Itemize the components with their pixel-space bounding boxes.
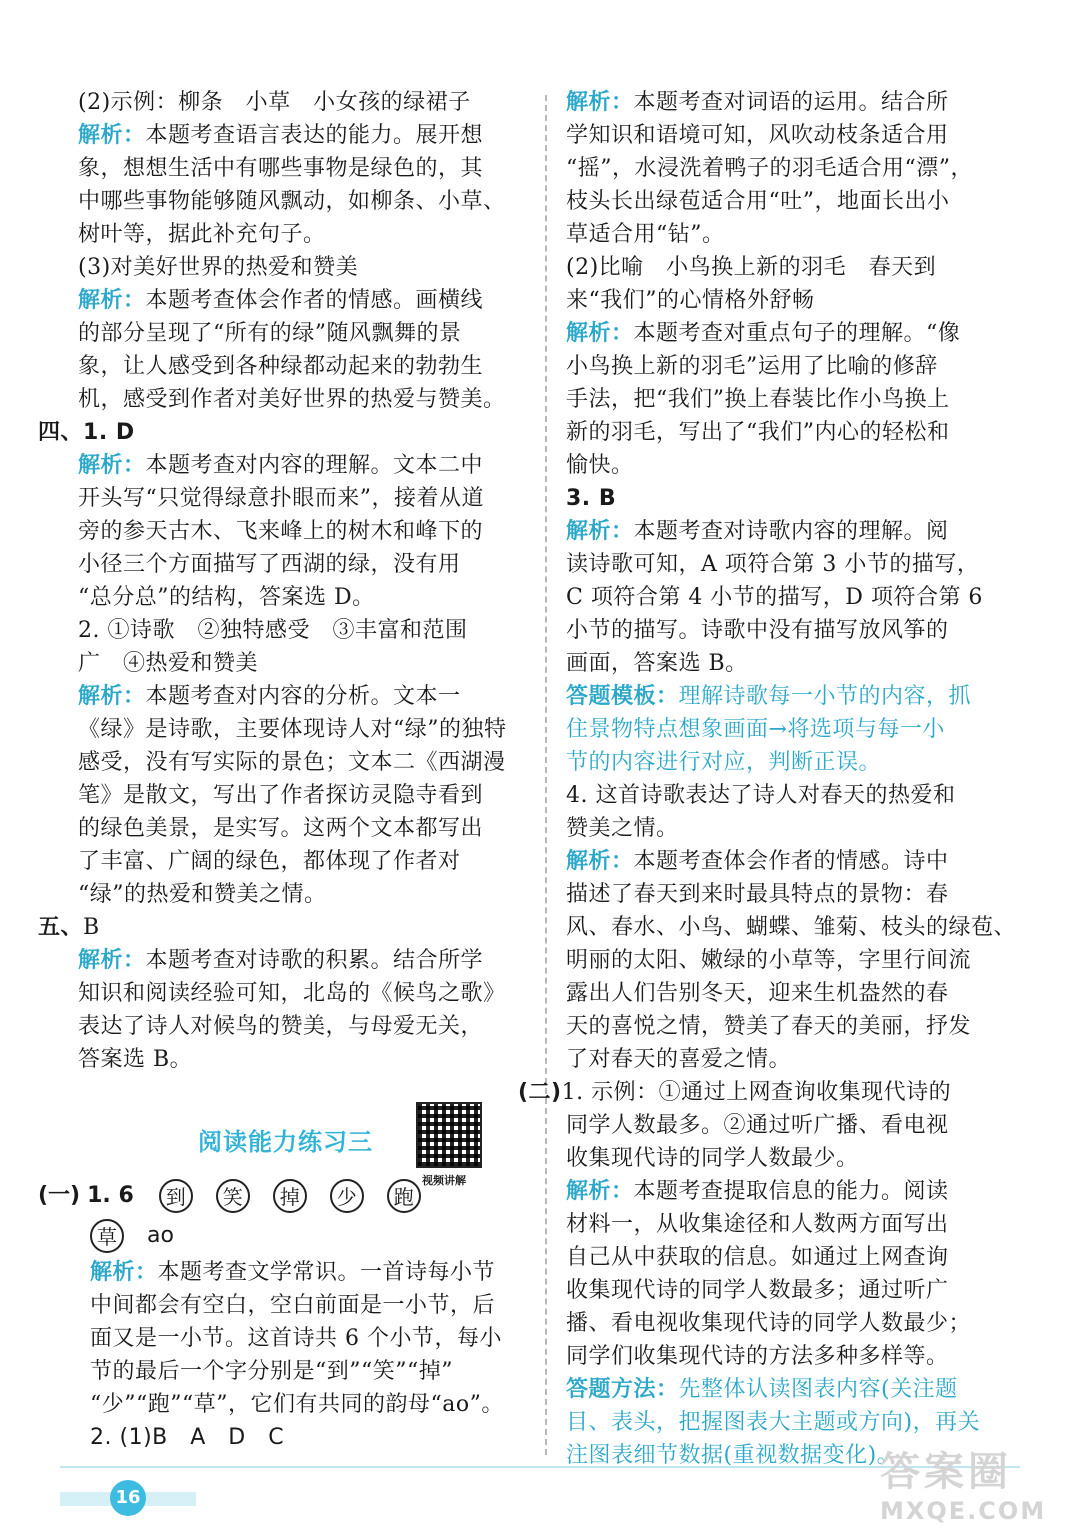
text-line: 新的羽毛，写出了“我们”内心的轻松和: [566, 420, 950, 445]
text-line: 枝头长出绿苞适合用“吐”，地面长出小: [566, 189, 950, 214]
text-line: 天的喜悦之情，赞美了春天的美丽，抒发: [566, 1014, 972, 1039]
analysis-line: 解析：本题考查对诗歌内容的理解。阅: [566, 519, 949, 544]
analysis-label: 解析：: [78, 288, 146, 313]
text-line: 的部分呈现了“所有的绿”随风飘舞的景: [78, 321, 462, 346]
text-line: 画面，答案选 B。: [566, 651, 748, 676]
text-line: 旁的参天古木、飞来峰上的树木和峰下的: [78, 519, 484, 544]
answer-line: 收集现代诗的同学人数最少。: [566, 1146, 859, 1171]
analysis-label: 解析：: [566, 849, 634, 874]
qr-caption: 视频讲解: [422, 1174, 466, 1187]
text-line: 开头写“只觉得绿意扑眼而来”，接着从道: [78, 486, 484, 511]
watermark: [880, 1440, 1060, 1530]
analysis-label: 解析：: [566, 1179, 634, 1204]
analysis-label: 解析：: [78, 684, 146, 709]
text-line: “绿”的热爱和赞美之情。: [78, 882, 327, 907]
answer-line: (2)示例：柳条 小草 小女孩的绿裙子: [78, 90, 471, 115]
text-line: 风、春水、小鸟、蝴蝶、雏菊、枝头的绿苞、: [566, 915, 1017, 940]
text-line: 象，让人感受到各种绿都动起来的勃勃生: [78, 354, 484, 379]
answer-line: (2)比喻 小鸟换上新的羽毛 春天到: [566, 255, 937, 280]
text-line: 草适合用“钻”。: [566, 222, 725, 247]
text-line: 手法，把“我们”换上春装比作小鸟换上: [566, 387, 950, 412]
section-label: 五、: [38, 915, 84, 940]
left-column: [38, 86, 530, 1450]
text-line: 面又是一小节。这首诗共 6 个小节，每小: [90, 1326, 502, 1351]
template-line: 住景物特点想象画面→将选项与每一小: [566, 717, 945, 742]
analysis-label: 解析：: [78, 948, 146, 973]
text-line: 小节的描写。诗歌中没有描写放风筝的: [566, 618, 949, 643]
analysis-line: 解析：本题考查语言表达的能力。展开想: [78, 123, 484, 148]
section-5-heading: 五、B: [38, 915, 100, 940]
answer-line: 2. (1)B A D C: [90, 1425, 285, 1450]
exercise-title: 阅读能力练习三: [198, 1128, 373, 1156]
text-line: 象，想想生活中有哪些事物是绿色的，其: [78, 156, 484, 181]
answer-line: 2. ①诗歌 ②独特感受 ③丰富和范围: [78, 618, 468, 643]
part-1-analysis: [38, 1256, 538, 1454]
page-number: 16: [110, 1480, 146, 1516]
circled-char: 跑: [387, 1179, 421, 1213]
analysis-label: 解析：: [78, 453, 146, 478]
answer-line: 赞美之情。: [566, 816, 679, 841]
analysis-line: 解析：本题考查体会作者的情感。画横线: [78, 288, 484, 313]
column-divider: [545, 95, 547, 1455]
part-1-q1: (一) 1. 6 到 笑 掉 少 跑: [38, 1176, 538, 1216]
template-label: 答题模板：: [566, 684, 679, 709]
text-line: 播、看电视收集现代诗的同学人数最少；: [566, 1311, 972, 1336]
circled-char: 少: [330, 1179, 364, 1213]
text-line: 同学们收集现代诗的方法多种多样等。: [566, 1344, 949, 1369]
template-line: 答题模板：理解诗歌每一小节的内容，抓: [566, 684, 972, 709]
analysis-label: 解析：: [566, 519, 634, 544]
text-line: 材料一，从收集途径和人数两方面写出: [566, 1212, 949, 1237]
template-line: 节的内容进行对应，判断正误。: [566, 750, 882, 775]
part-2-heading: (二)1. 示例：①通过上网查询收集现代诗的: [518, 1080, 952, 1105]
text-line: 树叶等，据此补充句子。: [78, 222, 326, 247]
text-line: 读诗歌可知，A 项符合第 3 小节的描写，: [566, 552, 980, 577]
text-line: 收集现代诗的同学人数最多；通过听广: [566, 1278, 949, 1303]
text-line: 中间都会有空白，空白前面是一小节，后: [90, 1293, 496, 1318]
right-column: [518, 86, 1018, 1472]
text-line: 学知识和语境可知，风吹动枝条适合用: [566, 123, 949, 148]
text-line: 了对春天的喜爱之情。: [566, 1047, 792, 1072]
method-line: 目、表头，把握图表大主题或方向)，再关: [566, 1410, 981, 1435]
method-line: 答题方法：先整体认读图表内容(关注题: [566, 1377, 958, 1402]
watermark-line2: MXQE.COM: [880, 1497, 1047, 1525]
page-number-badge: [60, 1478, 196, 1518]
text-line: 中哪些事物能够随风飘动，如柳条、小草、: [78, 189, 506, 214]
text-line: “总分总”的结构，答案选 D。: [78, 585, 375, 610]
text-line: 了丰富、广阔的绿色，都体现了作者对: [78, 849, 461, 874]
part-label: (一): [38, 1183, 81, 1208]
text-line: 的绿色美景，是实写。这两个文本都写出: [78, 816, 484, 841]
analysis-line: 解析：本题考查文学常识。一首诗每小节: [90, 1260, 496, 1285]
analysis-line: 解析：本题考查提取信息的能力。阅读: [566, 1179, 949, 1204]
part-1-q1-cont: [38, 1216, 538, 1256]
answer-line: 同学人数最多。②通过听广播、看电视: [566, 1113, 949, 1138]
text-line: 愉快。: [566, 453, 634, 478]
circled-char: 笑: [216, 1179, 250, 1213]
section-4-heading: 四、1. D: [38, 420, 135, 445]
text-line: 露出人们告别冬天，迎来生机盎然的春: [566, 981, 949, 1006]
part-label: (二): [518, 1080, 562, 1105]
text-line: 小径三个方面描写了西湖的绿，没有用: [78, 552, 461, 577]
section-label: 四、: [38, 420, 84, 445]
watermark-line1: 答案圈: [880, 1449, 1012, 1495]
answer-line: 来“我们”的心情格外舒畅: [566, 288, 815, 313]
footer-rule: [60, 1466, 1020, 1468]
text-line: 表达了诗人对候鸟的赞美，与母爱无关，: [78, 1014, 484, 1039]
answer-line: 广 ④热爱和赞美: [78, 651, 259, 676]
answer-line: 4. 这首诗歌表达了诗人对春天的热爱和: [566, 783, 956, 808]
text-line: 节的最后一个字分别是“到”“笑”“掉”: [90, 1359, 453, 1384]
text-line: “少”“跑”“草”，它们有共同的韵母“ao”。: [90, 1392, 504, 1417]
analysis-label: 解析：: [566, 90, 634, 115]
text-line: 笔》是散文，写出了作者探访灵隐寺看到: [78, 783, 484, 808]
analysis-line: 解析：本题考查对内容的分析。文本一: [78, 684, 461, 709]
analysis-label: 解析：: [78, 123, 146, 148]
circled-char: 掉: [273, 1179, 307, 1213]
rhyme: ao: [147, 1223, 174, 1248]
circled-char: 到: [159, 1179, 193, 1213]
part-1: [38, 1176, 538, 1454]
analysis-line: 解析：本题考查体会作者的情感。诗中: [566, 849, 949, 874]
text-line: 自己从中获取的信息。如通过上网查询: [566, 1245, 949, 1270]
text-line: 描述了春天到来时最具特点的景物：春: [566, 882, 949, 907]
analysis-line: 解析：本题考查对内容的理解。文本二中: [78, 453, 484, 478]
text-line: 机，感受到作者对美好世界的热爱与赞美。: [78, 387, 506, 412]
text-line: 答案选 B。: [78, 1047, 193, 1072]
analysis-line: 解析：本题考查对重点句子的理解。“像: [566, 321, 961, 346]
text-line: 明丽的太阳、嫩绿的小草等，字里行间流: [566, 948, 972, 973]
qr-code-icon[interactable]: [416, 1102, 482, 1168]
text-line: 小鸟换上新的羽毛”运用了比喻的修辞: [566, 354, 938, 379]
analysis-line: 解析：本题考查对诗歌的积累。结合所学: [78, 948, 484, 973]
analysis-label: 解析：: [566, 321, 634, 346]
exercise-header: [78, 1102, 530, 1187]
analysis-line: 解析：本题考查对词语的运用。结合所: [566, 90, 949, 115]
answer-line: 3. B: [566, 486, 617, 511]
text-line: 《绿》是诗歌，主要体现诗人对“绿”的独特: [78, 717, 507, 742]
method-line: 注图表细节数据(重视数据变化)。: [566, 1443, 900, 1468]
text-line: C 项符合第 4 小节的描写，D 项符合第 6: [566, 585, 983, 610]
method-label: 答题方法：: [566, 1377, 679, 1402]
text-line: 知识和阅读经验可知，北岛的《候鸟之歌》: [78, 981, 506, 1006]
analysis-label: 解析：: [90, 1260, 158, 1285]
circled-char: 草: [90, 1219, 124, 1253]
answer-line: (3)对美好世界的热爱和赞美: [78, 255, 359, 280]
text-line: 感受，没有写实际的景色；文本二《西湖漫: [78, 750, 506, 775]
text-line: “摇”，水浸洗着鸭子的羽毛适合用“漂”，: [566, 156, 973, 181]
